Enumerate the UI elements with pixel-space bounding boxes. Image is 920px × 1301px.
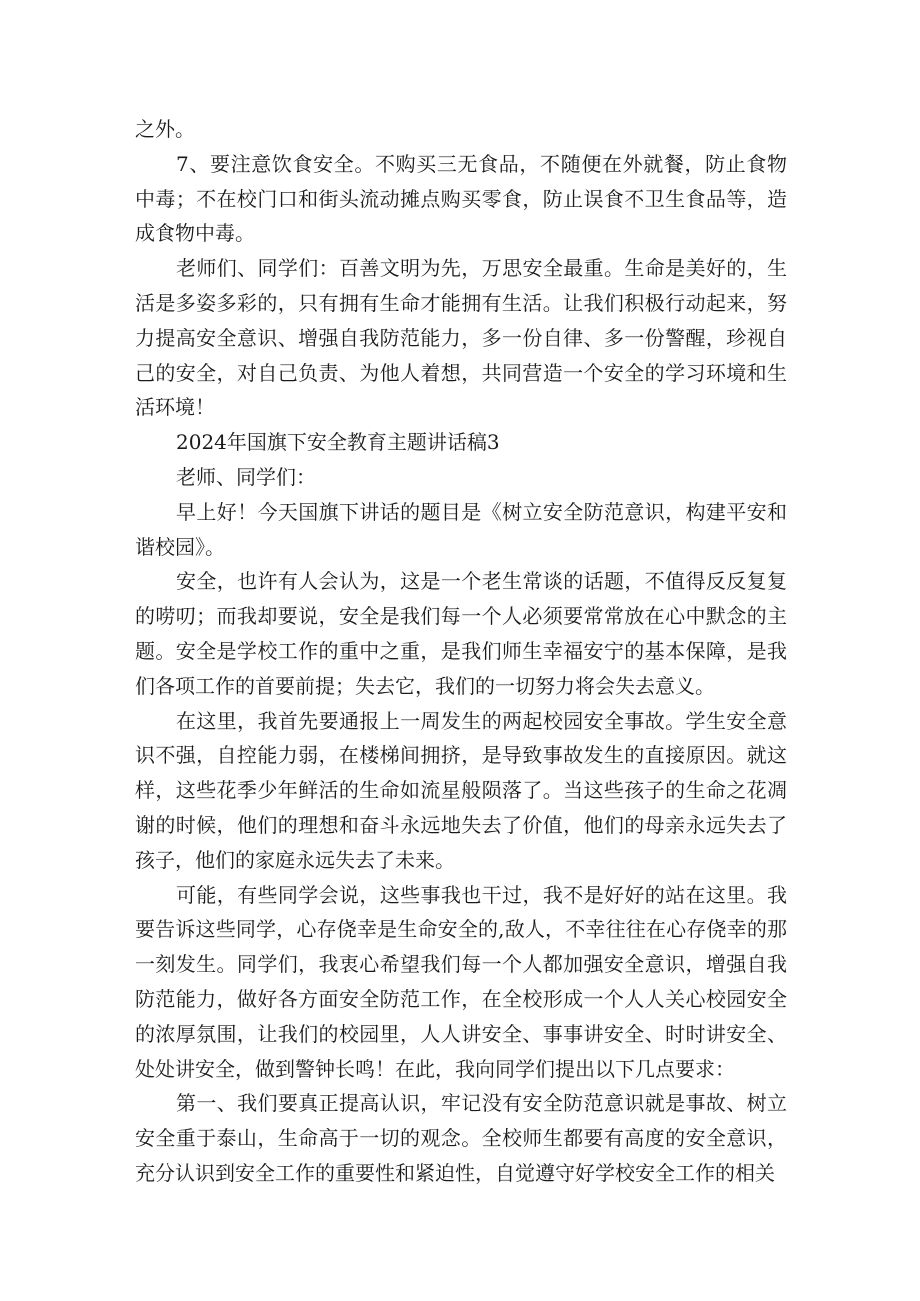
section-heading: 2024年国旗下安全教育主题讲话稿3	[176, 430, 500, 455]
salutation: 老师、同学们：	[176, 464, 316, 489]
paragraph: 第一、我们要真正提高认识，牢记没有安全防范意识就是事故、树立安全重于泰山，生命高于一切的观念。全校师生都要有高度的安全意识，充分认识到安全工作的重要性和紧迫性，自觉遵守好学校安全工作的相关	[135, 1091, 787, 1185]
paragraph: 老师们、同学们：百善文明为先，万思安全最重。生命是美好的，生活是多姿多彩的，只有拥有生命才能拥有生活。让我们积极行动起来，努力提高安全意识、增强自我防范能力，多一份自律、多一份警醒，珍视自己的安全，对自己负责、为他人着想，共同营造一个安全的学习环境和生活环境！	[135, 256, 787, 420]
paragraph: 安全，也许有人会认为，这是一个老生常谈的话题，不值得反反复复的唠叨；而我却要说，安全是我们每一个人必须要常常放在心中默念的主题。安全是学校工作的重中之重，是我们师生幸福安宁的基本保障，是我们各项工作的首要前提；失去它，我们的一切努力将会失去意义。	[135, 569, 787, 698]
paragraph: 在这里，我首先要通报上一周发生的两起校园安全事故。学生安全意识不强，自控能力弱，在楼梯间拥挤，是导致事故发生的直接原因。就这样，这些花季少年鲜活的生命如流星般陨落了。当这些孩子的生命之花凋谢的时候，他们的理想和奋斗永远地失去了价值，他们的母亲永远失去了孩子，他们的家庭永远失去了未来。	[135, 708, 787, 872]
paragraph: 早上好！今天国旗下讲话的题目是《树立安全防范意识，构建平安和谐校园》。	[135, 499, 787, 559]
document-body	[135, 112, 787, 1191]
paragraph: 可能，有些同学会说，这些事我也干过，我不是好好的站在这里。我要告诉这些同学，心存侥幸是生命安全的,敌人，不幸往往在心存侥幸的那一刻发生。同学们，我衷心希望我们每一个人都加强安全意识，增强自我防范能力，做好各方面安全防范工作，在全校形成一个人人关心校园安全的浓厚氛围，让我们的校园里，人人讲安全、事事讲安全、时时讲安全、处处讲安全，做到警钟长鸣！在此，我向同学们提出以下几点要求：	[135, 882, 787, 1081]
paragraph: 7、要注意饮食安全。不购买三无食品，不随便在外就餐，防止食物中毒；不在校门口和街头流动摊点购买零食，防止误食不卫生食品等，造成食物中毒。	[135, 151, 787, 246]
paragraph: 之外。	[135, 117, 195, 141]
